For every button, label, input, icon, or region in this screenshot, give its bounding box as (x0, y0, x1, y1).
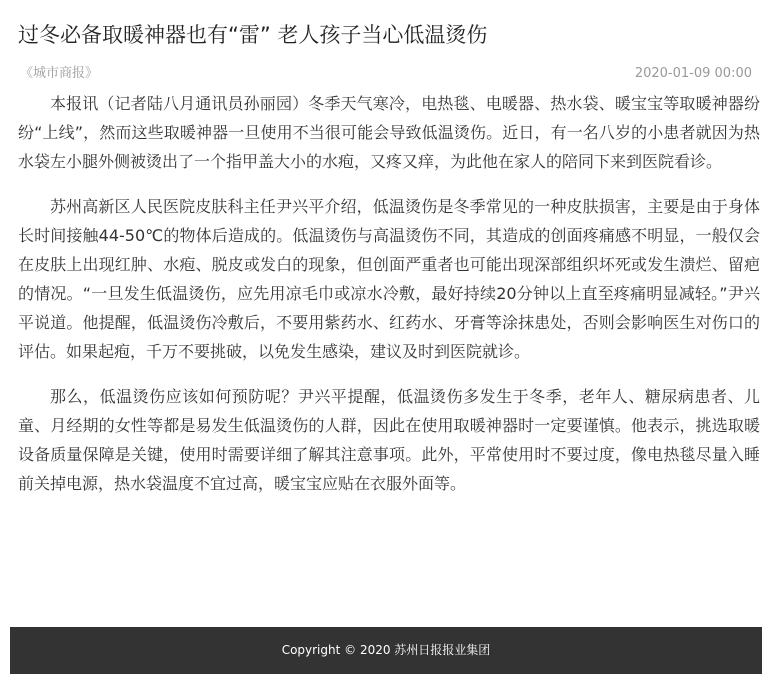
article-meta (20, 64, 752, 84)
article-paragraph: 那么，低温烫伤应该如何预防呢？尹兴平提醒，低温烫伤多发生于冬季，老年人、糖尿病患者、儿童、月经期的女性等都是易发生低温烫伤的人群，因此在使用取暖神器时一定要谨慎。他表示，挑选取暖设备质量保障是关键，使用时需要详细了解其注意事项。此外，平常使用时不要过度，像电热毯尽量入睡前关掉电源，热水袋温度不宜过高，暖宝宝应贴在衣服外面等。 (18, 387, 760, 493)
article-date: 2020-01-09 00:00 (634, 66, 752, 81)
article-paragraph: 本报讯（记者陆八月通讯员孙丽园）冬季天气寒冷，电热毯、电暖器、热水袋、暖宝宝等取暖神器纷纷“上线”，然而这些取暖神器一旦使用不当很可能会导致低温烫伤。近日，有一名八岁的小患者就因为热水袋左小腿外侧被烫出了一个指甲盖大小的水疱，又疼又痒，为此他在家人的陪同下来到医院看诊。 (18, 94, 760, 171)
footer-copyright: Copyright © 2020 苏州日报报业集团 (281, 643, 491, 657)
article-paragraph: 苏州高新区人民医院皮肤科主任尹兴平介绍，低温烫伤是冬季常见的一种皮肤损害，主要是由于身体长时间接触44-50℃的物体后造成的。低温烫伤与高温烫伤不同，其造成的创面疼痛感不明显，一般仅会在皮肤上出现红肿、水疱、脱皮或发白的现象，但创面严重者也可能出现深部组织坏死或发生溃烂、留疤的情况。“一旦发生低温烫伤，应先用凉毛巾或凉水冷敷，最好持续20分钟以上直至疼痛明显减轻。”尹兴平说道。他提醒，低温烫伤冷敷后，不要用紫药水、红药水、牙膏等涂抹患处，否则会影响医生对伤口的评估。如果起疱，千万不要挑破，以免发生感染，建议及时到医院就诊。 (18, 197, 760, 361)
article-source[interactable]: 《城市商报》 (20, 66, 99, 81)
page-footer (10, 627, 762, 674)
article-title: 过冬必备取暖神器也有“雷” 老人孩子当心低温烫伤 (18, 23, 488, 47)
article-body (18, 89, 760, 514)
